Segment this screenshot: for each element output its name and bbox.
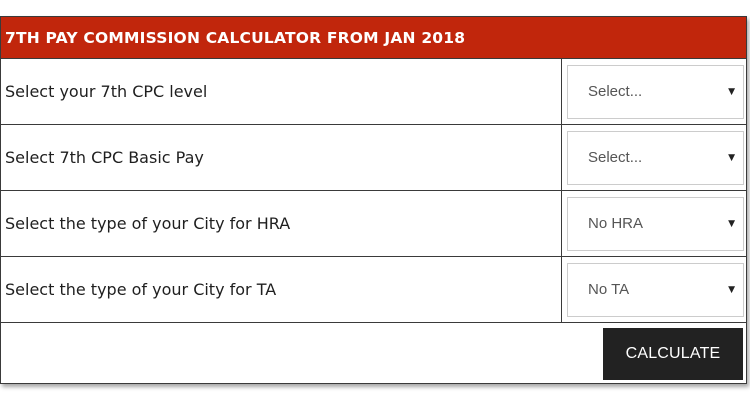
cpc-level-label: Select your 7th CPC level: [5, 82, 208, 101]
ta-city-select[interactable]: [567, 263, 744, 317]
calculator-title: 7TH PAY COMMISSION CALCULATOR FROM JAN 2018: [1, 17, 746, 59]
column-divider: [561, 59, 562, 124]
cpc-level-select[interactable]: [567, 65, 744, 119]
basic-pay-selected-value: Select...: [588, 149, 643, 166]
basic-pay-row: [1, 125, 746, 191]
ta-city-label: Select the type of your City for TA: [5, 280, 277, 299]
hra-city-label: Select the type of your City for HRA: [5, 214, 291, 233]
ta-city-selected-value: No TA: [588, 281, 630, 298]
triangle-down-icon: ▼: [728, 87, 735, 97]
triangle-down-icon: ▼: [728, 285, 735, 295]
triangle-down-icon: ▼: [728, 219, 735, 229]
calculate-button[interactable]: CALCULATE: [603, 328, 743, 380]
ta-city-row: [1, 257, 746, 323]
column-divider: [561, 125, 562, 190]
column-divider: [561, 257, 562, 322]
cpc-level-row: [1, 59, 746, 125]
basic-pay-label: Select 7th CPC Basic Pay: [5, 148, 204, 167]
hra-city-select[interactable]: [567, 197, 744, 251]
hra-city-row: [1, 191, 746, 257]
calculator-footer: [1, 323, 746, 383]
triangle-down-icon: ▼: [728, 153, 735, 163]
hra-city-selected-value: No HRA: [588, 215, 644, 232]
cpc-level-selected-value: Select...: [588, 83, 643, 100]
calculator-card: [0, 16, 747, 384]
column-divider: [561, 191, 562, 256]
basic-pay-select[interactable]: [567, 131, 744, 185]
